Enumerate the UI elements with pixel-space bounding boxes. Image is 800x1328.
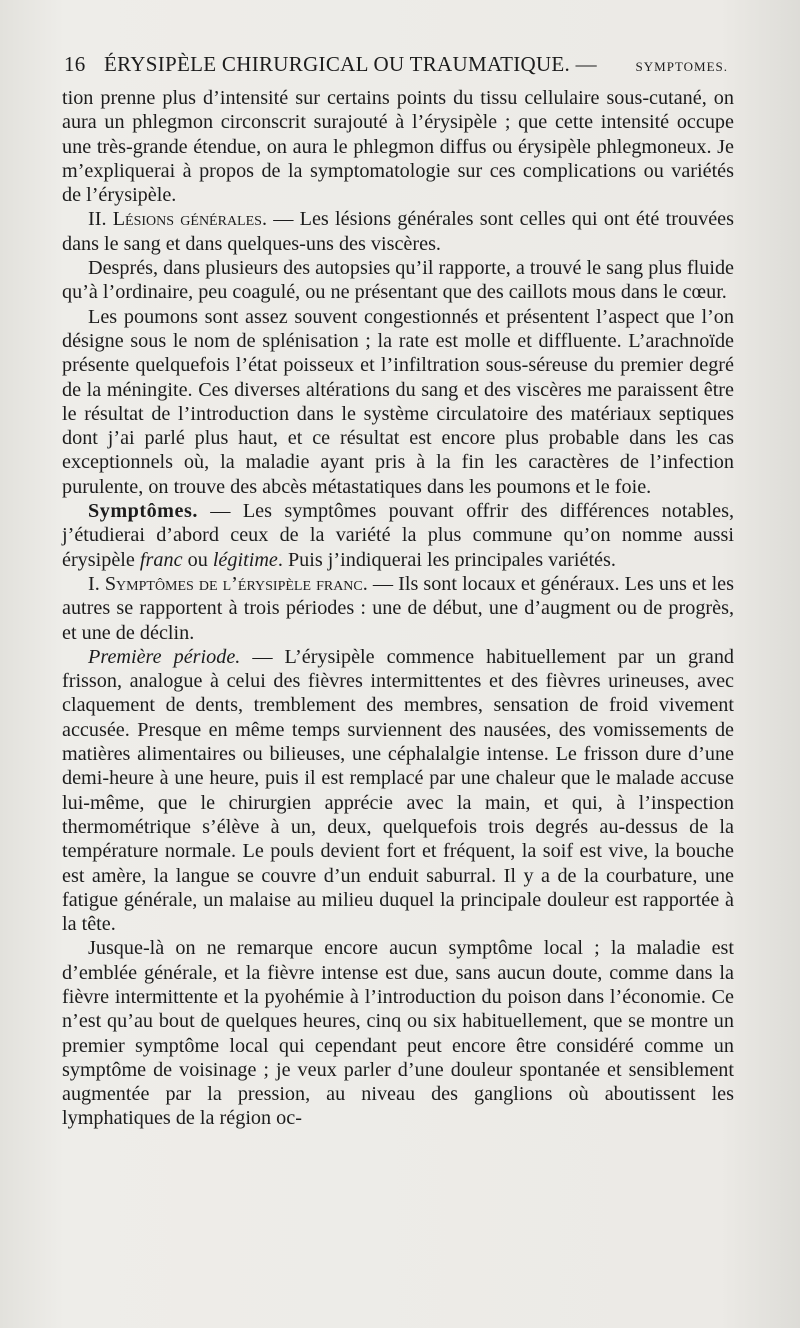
- paragraph-text: — L’érysipèle commence habituellement par un grand frisson, analogue à celui des fièvres intermittentes et des fièvres urineuses, avec claquement de dents, tremblement des membres, sensation de froid vivement accusée. Presque en même temps surviennent des nausées, des vomissements de matières alimentaires ou bilieuses, une céphalalgie intense. Le frisson dure d’une demi-heure à une heure, puis il est remplacé par une chaleur que le malade accuse lui-même, que le chirurgien apprécie avec la main, et qui, à l’inspection thermométrique s’élève à un, deux, quelquefois trois degrés au-dessus de la température normale. Le pouls devient fort et fréquent, la soif est vive, la bouche est amère, la langue se couvre d’un enduit saburral. Il y a de la courbature, une fatigue générale, un malaise au milieu duquel la principale douleur est rapportée à la tête.: [62, 645, 735, 936]
- paragraph-jusque-la: Jusque-là on ne remarque encore aucun symptôme local ; la maladie est d’emblée générale, et la fièvre intense est due, sans aucun doute, comme dans la fièvre intermittente et la pyohémie à l’introduction du poison dans l’économie. Ce n’est qu’au bout de quelques heures, cinq ou six habituellement, que se montre un premier symptôme local qui cependant peut encore être considéré comme un symptôme de voisinage ; je veux parler d’une douleur spontanée et sensiblement augmentée par la pression, au niveau des ganglions où aboutissent les lymphatiques de la région oc-: [62, 937, 734, 1130]
- paragraph-lesions-generales: [62, 207, 734, 256]
- paragraph-text: — Les lésions générales sont celles qui ont été trouvées dans le sang et dans quelques-uns des viscères.: [62, 208, 734, 255]
- heading-erysipele-franc: I. Symptômes de l’érysipèle franc.: [88, 572, 368, 595]
- paragraph-symptomes: [62, 499, 734, 572]
- heading-lesions-generales: II. Lésions générales.: [88, 208, 267, 231]
- book-page: [62, 52, 734, 1131]
- heading-symptomes: Symptômes.: [88, 500, 198, 523]
- paragraph-text: — Ils sont locaux et généraux. Les uns et les autres se rapportent à trois périodes : une de début, une d’augment ou de progrès, et une de déclin.: [62, 572, 734, 644]
- italic-term-franc: franc: [139, 548, 183, 571]
- italic-term-legitime: légitime: [212, 548, 278, 571]
- heading-premiere-periode: Première période.: [88, 645, 241, 668]
- section-label: SYMPTOMES.: [635, 59, 728, 74]
- paragraph-continuation: tion prenne plus d’intensité sur certains points du tissu cellulaire sous-cutané, on aura un phlegmon circonscrit surajouté à l’érysipèle ; que cette intensité occupe une très-grande étendue, on aura le phlegmon diffus ou érysipèle phlegmoneux. Je m’expliquerai à propos de la symptomatologie sur ces complications ou variétés de l’érysipèle.: [62, 87, 734, 207]
- body-text: [62, 86, 734, 1131]
- running-title: ÉRYSIPÈLE CHIRURGICAL OU TRAUMATIQUE. —: [104, 52, 597, 76]
- paragraph-despres: Després, dans plusieurs des autopsies qu’il rapporte, a trouvé le sang plus fluide qu’à l’ordinaire, peu coagulé, ou ne présentant que des caillots mous dans le cœur.: [62, 257, 734, 304]
- paragraph-erysipele-franc: [62, 572, 734, 645]
- paragraph-text: ou: [182, 548, 213, 571]
- paragraph-text: . Puis j’indiquerai les principales variétés.: [277, 548, 616, 571]
- paragraph-text: — Les symptômes pouvant offrir des différences notables, j’étudierai d’abord ceux de la variété la plus commune qu’on nomme aussi érysipèle: [62, 500, 734, 571]
- page-number: 16: [64, 52, 86, 76]
- running-header: [64, 52, 734, 82]
- paragraph-premiere-periode: [62, 645, 734, 937]
- paragraph-poumons: Les poumons sont assez souvent congestionnés et présentent l’aspect que l’on désigne sous le nom de splénisation ; la rate est molle et diffluente. L’arachnoïde présente quelquefois l’état poisseux et l’infiltration sous-séreuse du premier degré de la méningite. Ces diverses altérations du sang et des viscères me paraissent être le résultat de l’introduction dans le système circulatoire des matériaux septiques dont j’ai parlé plus haut, et ce résultat est encore plus probable dans les cas exceptionnels où, la maladie ayant pris à la fin les caractères de l’infection purulente, on trouve des abcès métastatiques dans les poumons et le foie.: [62, 305, 734, 498]
